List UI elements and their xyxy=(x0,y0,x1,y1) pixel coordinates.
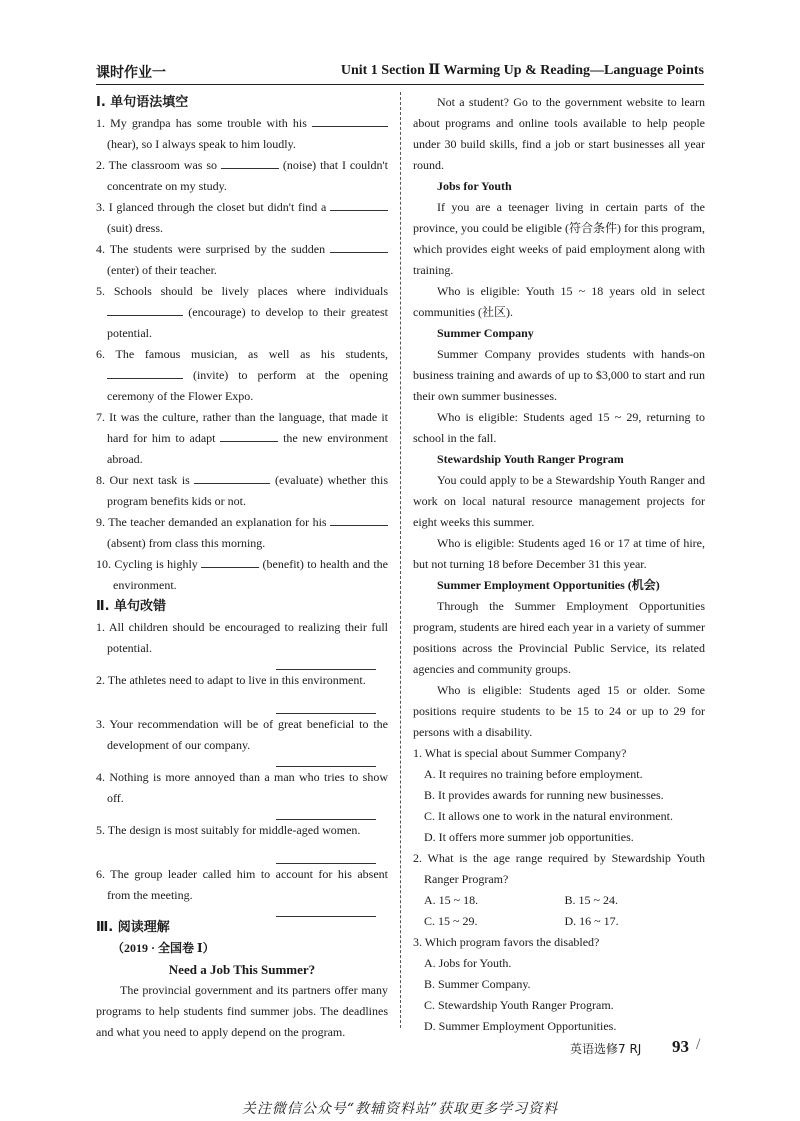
option-c[interactable]: C. It allows one to work in the natural environment. xyxy=(424,809,673,823)
right-column xyxy=(413,92,705,1037)
eligibility-line: Who is eligible: Youth 15 ~ 18 years old in select communities (社区). xyxy=(413,284,705,319)
option-b[interactable]: B. 15 ~ 24. xyxy=(564,893,618,907)
passage-paragraph: If you are a teenager living in certain parts of the province, you could be eligible (符合条件) for this program, which provides eight weeks of paid employment along with training. xyxy=(413,200,705,277)
option-d[interactable]: D. 16 ~ 17. xyxy=(564,914,619,928)
answer-blank[interactable] xyxy=(330,240,388,253)
section-3-title: Ⅲ. 阅读理解 xyxy=(96,920,170,935)
fill-item-6: 6. The famous musician, as well as his students, (invite) to perform at the opening ceremony of the Flower Expo. xyxy=(96,347,388,403)
option-b[interactable]: B. Summer Company. xyxy=(424,977,531,991)
page-header xyxy=(96,62,704,82)
option-a[interactable]: A. 15 ~ 18. xyxy=(424,893,479,907)
passage-paragraph: You could apply to be a Stewardship Youth Ranger and work on local natural resource management projects for eight weeks this summer. xyxy=(413,473,705,529)
fill-item-2: 2. The classroom was so (noise) that I couldn't concentrate on my study. xyxy=(96,158,389,193)
section-2-title: Ⅱ. 单句改错 xyxy=(96,599,167,614)
correction-item-2: 2. The athletes need to adapt to live in this environment. xyxy=(96,673,366,687)
fill-item-5: 5. Schools should be lively places where individuals (encourage) to develop to their greatest potential. xyxy=(96,284,389,340)
page-number: 93 xyxy=(672,1037,689,1056)
assignment-label: 课时作业一 xyxy=(96,65,166,81)
passage-paragraph: Summer Company provides students with hands-on business training and awards of up to $3,000 to start and run their own summer businesses. xyxy=(413,347,705,403)
correction-answer-line[interactable] xyxy=(276,699,376,714)
fill-item-7: 7. It was the culture, rather than the language, that made it hard for him to adapt the new environment abroad. xyxy=(96,410,388,466)
answer-blank[interactable] xyxy=(330,513,388,526)
answer-blank[interactable] xyxy=(201,555,259,568)
correction-item-6: 6. The group leader called him to account for his absent from the meeting. xyxy=(96,867,388,902)
program-heading: Summer Employment Opportunities (机会) xyxy=(437,578,660,592)
passage-title: Need a Job This Summer? xyxy=(168,962,316,977)
correction-item-1: 1. All children should be encouraged to realizing their full potential. xyxy=(96,620,388,655)
option-a[interactable]: A. Jobs for Youth. xyxy=(424,956,512,970)
option-c[interactable]: C. Stewardship Youth Ranger Program. xyxy=(424,998,614,1012)
option-d[interactable]: D. It offers more summer job opportunities. xyxy=(424,830,634,844)
correction-item-4: 4. Nothing is more annoyed than a man who tries to show off. xyxy=(96,770,388,805)
correction-answer-line[interactable] xyxy=(276,849,376,864)
left-column xyxy=(96,92,388,1043)
answer-blank[interactable] xyxy=(220,429,278,442)
answer-blank[interactable] xyxy=(221,156,279,169)
fill-item-4: 4. The students were surprised by the sudden (enter) of their teacher. xyxy=(96,239,388,281)
fill-item-1: 1. My grandpa has some trouble with his (hear), so I always speak to him loudly. xyxy=(96,113,388,155)
watermark-note: 关注微信公众号“教辅资料站”获取更多学习资料 xyxy=(241,1101,559,1117)
program-heading: Jobs for Youth xyxy=(437,179,512,193)
question-3: 3. Which program favors the disabled? xyxy=(413,935,600,949)
option-row xyxy=(413,911,705,932)
question-1: 1. What is special about Summer Company? xyxy=(413,746,627,760)
eligibility-line: Who is eligible: Students aged 16 or 17 at time of hire, but not turning 18 before December 31 this year. xyxy=(413,536,705,571)
answer-blank[interactable] xyxy=(194,471,270,484)
header-rule xyxy=(96,84,704,85)
option-a[interactable]: A. It requires no training before employment. xyxy=(424,767,643,781)
fill-item-8: 8. Our next task is (evaluate) whether this program benefits kids or not. xyxy=(96,473,389,508)
passage-paragraph: Through the Summer Employment Opportunities program, students are hired each year in a variety of summer positions across the Provincial Public Service, its related agencies and community groups. xyxy=(413,599,705,676)
page-footer xyxy=(560,1036,710,1058)
correction-item-3: 3. Your recommendation will be of great beneficial to the development of our company. xyxy=(96,717,388,752)
column-divider xyxy=(400,92,401,1028)
exam-source: （2019 · 全国卷 Ⅰ） xyxy=(112,941,215,955)
passage-intro: The provincial government and its partners offer many programs to help students find summer jobs. The deadlines and what you need to apply depend on the program. xyxy=(96,983,388,1039)
answer-blank[interactable] xyxy=(107,366,183,379)
eligibility-line: Who is eligible: Students aged 15 ~ 29, returning to school in the fall. xyxy=(413,410,705,445)
correction-item-5: 5. The design is most suitably for middle-aged women. xyxy=(96,823,361,837)
book-label: 英语选修7 RJ xyxy=(570,1042,642,1056)
unit-title: Unit 1 Section Ⅱ Warming Up & Reading—Language Points xyxy=(340,63,704,78)
answer-blank[interactable] xyxy=(312,114,388,127)
fill-item-10: 10. Cycling is highly (benefit) to health and the environment. xyxy=(96,557,388,592)
footer-slash-mark: / xyxy=(696,1036,701,1053)
passage-paragraph: Not a student? Go to the government website to learn about programs and online tools available to help people under 30 build skills, find a job or start businesses all year round. xyxy=(413,95,705,172)
section-1-title: Ⅰ. 单句语法填空 xyxy=(96,95,189,110)
option-d[interactable]: D. Summer Employment Opportunities. xyxy=(424,1019,617,1033)
fill-item-9: 9. The teacher demanded an explanation for his (absent) from class this morning. xyxy=(96,512,388,554)
answer-blank[interactable] xyxy=(330,198,388,211)
eligibility-line: Who is eligible: Students aged 15 or older. Some positions require students to be 15 to 24 or up to 29 for persons with a disability. xyxy=(413,683,705,739)
option-row xyxy=(413,890,705,911)
option-c[interactable]: C. 15 ~ 29. xyxy=(424,914,478,928)
answer-blank[interactable] xyxy=(107,303,183,316)
fill-item-3: 3. I glanced through the closet but didn't find a (suit) dress. xyxy=(96,197,388,239)
question-2: 2. What is the age range required by Stewardship Youth Ranger Program? xyxy=(413,851,705,886)
program-heading: Stewardship Youth Ranger Program xyxy=(437,452,624,466)
option-b[interactable]: B. It provides awards for running new businesses. xyxy=(424,788,664,802)
program-heading: Summer Company xyxy=(437,326,534,340)
